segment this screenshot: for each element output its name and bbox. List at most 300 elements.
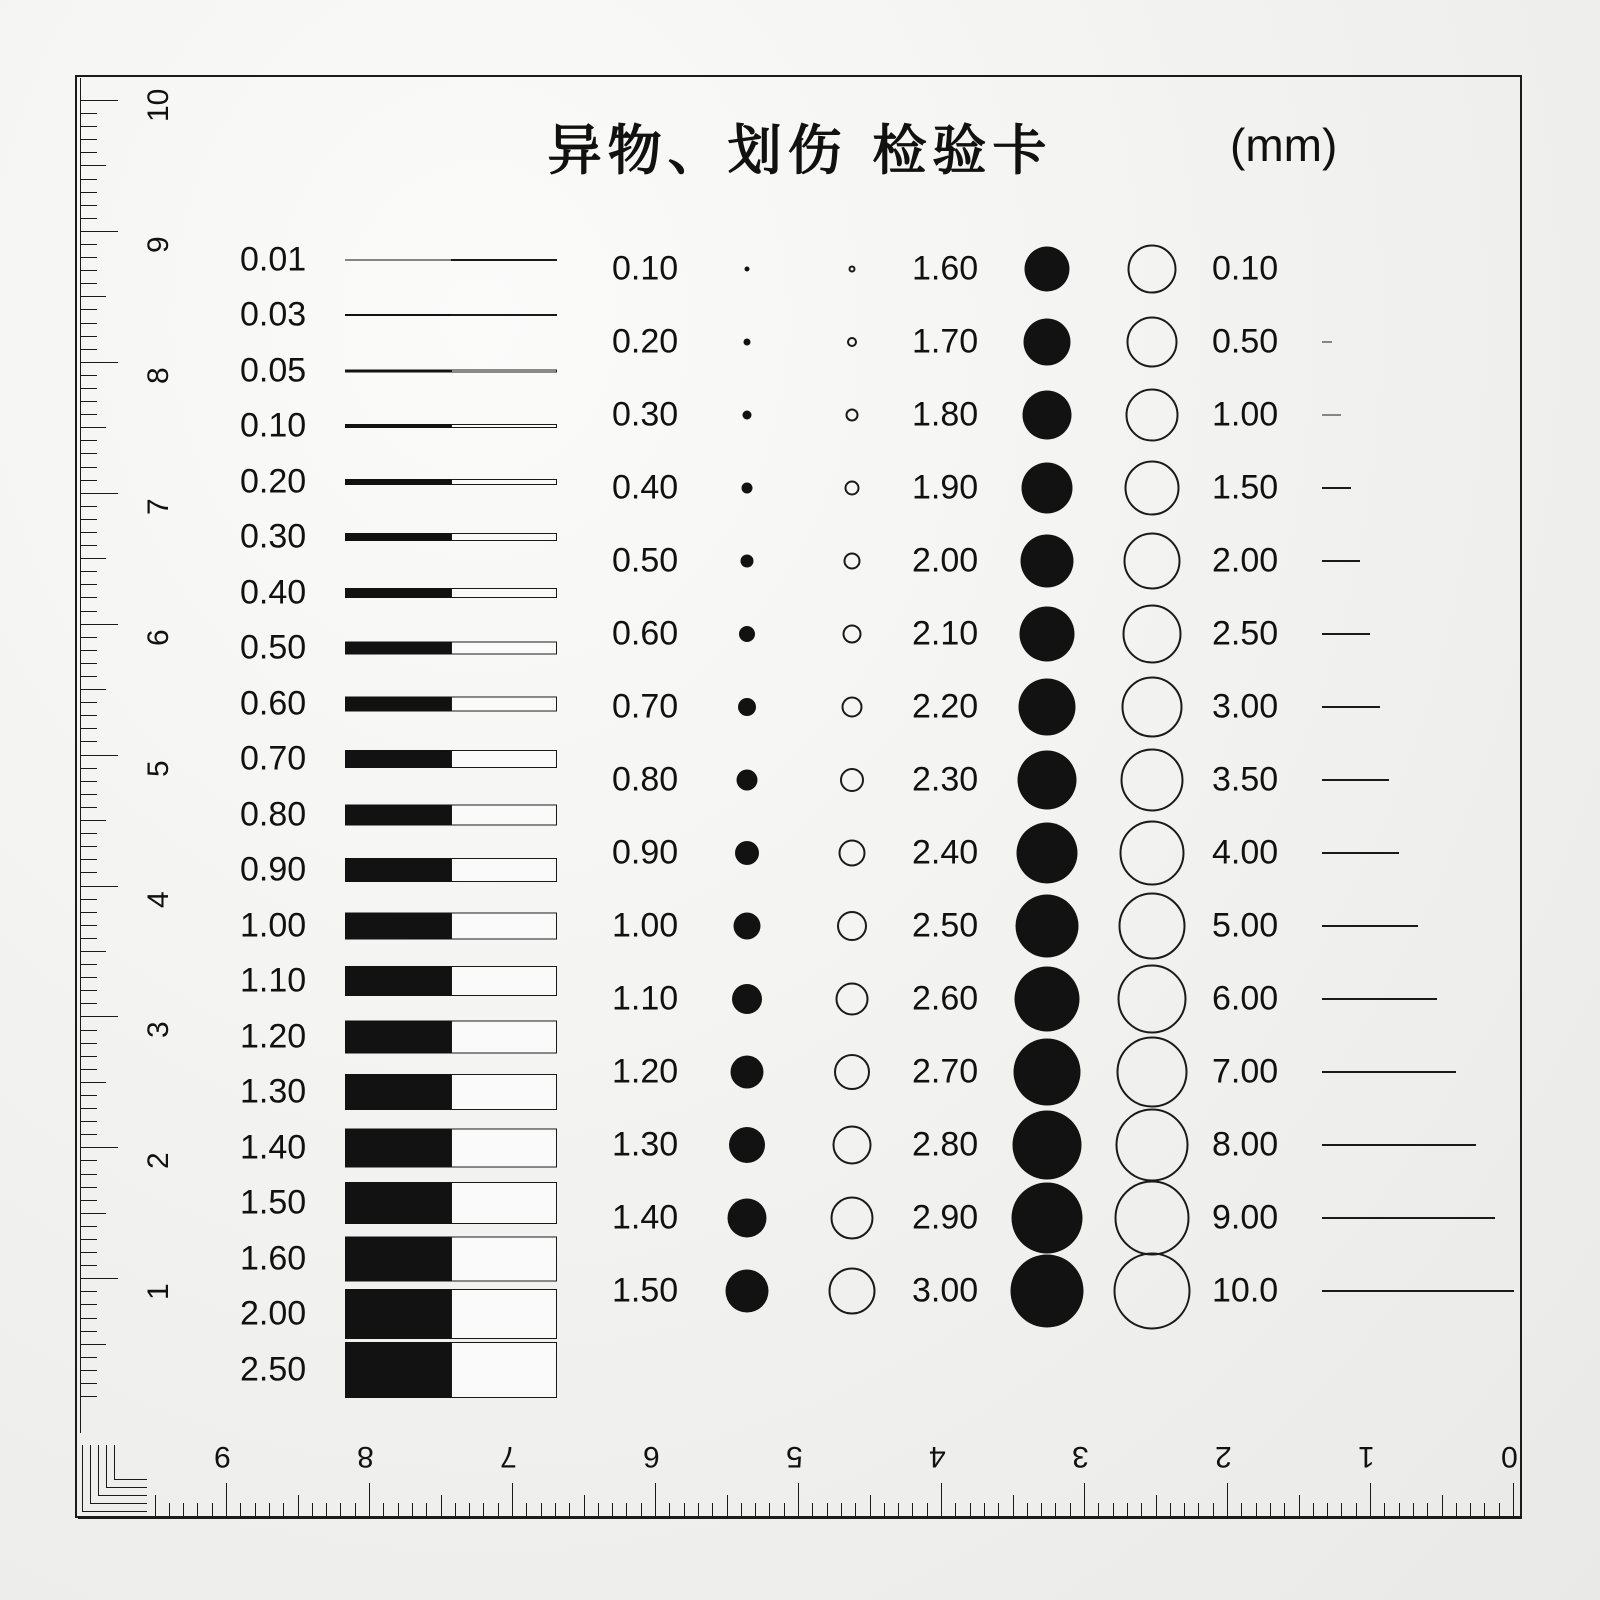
hollow-dot — [1119, 892, 1186, 959]
ruler-minor-tick — [1356, 1503, 1357, 1519]
ruler-minor-tick — [80, 1357, 97, 1358]
ruler-minor-tick — [80, 165, 106, 166]
hollow-dot — [1114, 1252, 1191, 1329]
filled-dot — [1022, 462, 1073, 513]
length-line-row — [1212, 232, 1512, 305]
scratch-bar-row — [240, 954, 570, 1010]
scratch-bar-dark — [345, 1182, 451, 1224]
ruler-minor-tick — [1413, 1503, 1414, 1519]
ruler-minor-tick — [80, 1396, 97, 1397]
large-dot-label: 2.80 — [912, 1125, 979, 1163]
corner-square — [114, 1445, 147, 1480]
small-dot-label: 0.40 — [612, 468, 679, 506]
ruler-minor-tick — [80, 781, 97, 782]
ruler-label: 3 — [142, 1021, 175, 1039]
large-dot-label: 1.70 — [912, 322, 979, 360]
filled-dot — [1014, 1038, 1081, 1105]
scratch-bar-label: 0.90 — [240, 850, 307, 889]
ruler-label: 0 — [1501, 1440, 1518, 1473]
ruler-minor-tick — [1141, 1503, 1142, 1519]
filled-dot — [728, 1198, 767, 1237]
ruler-minor-tick — [80, 205, 97, 206]
ruler-minor-tick — [80, 270, 97, 271]
length-line-segment — [1322, 779, 1389, 781]
ruler-minor-tick — [626, 1503, 627, 1519]
ruler-minor-tick — [80, 139, 97, 140]
scratch-bar-outline — [451, 259, 557, 261]
ruler-minor-tick — [155, 1495, 156, 1519]
scratch-bar-dark — [345, 1128, 451, 1167]
scratch-bar-outline — [451, 804, 557, 825]
ruler-label: 3 — [1072, 1440, 1089, 1473]
ruler-major-tick — [80, 1278, 118, 1279]
ruler-major-tick — [80, 1147, 118, 1148]
scratch-bar-outline — [451, 858, 557, 882]
ruler-label: 9 — [142, 236, 175, 253]
ruler-minor-tick — [80, 1174, 97, 1175]
filled-dot — [1016, 894, 1079, 957]
large-dot-label: 2.10 — [912, 614, 979, 652]
filled-dot — [732, 984, 762, 1014]
ruler-minor-tick — [80, 532, 97, 533]
length-line-segment — [1322, 487, 1351, 489]
scratch-bar-row — [240, 843, 570, 899]
large-dot-label: 2.90 — [912, 1198, 979, 1236]
hollow-dot — [839, 839, 866, 866]
length-line-segment — [1322, 1290, 1514, 1292]
ruler-minor-tick — [641, 1503, 642, 1519]
scratch-bar-label: 1.00 — [240, 906, 307, 945]
ruler-major-tick — [80, 100, 118, 101]
scratch-bar-outline — [451, 642, 557, 655]
small-dot-row — [612, 232, 912, 305]
small-dot-column — [612, 232, 912, 1327]
hollow-dot — [1120, 820, 1185, 885]
small-dot-label: 0.50 — [612, 541, 679, 579]
ruler-minor-tick — [712, 1503, 713, 1519]
ruler-minor-tick — [80, 283, 97, 284]
small-dot-row — [612, 743, 912, 816]
length-line-row — [1212, 1108, 1512, 1181]
scratch-bar-outline — [451, 533, 557, 541]
scratch-bar-dark — [345, 1020, 451, 1053]
filled-dot — [744, 338, 751, 345]
scratch-bar-row — [240, 898, 570, 954]
ruler-minor-tick — [212, 1503, 213, 1519]
small-dot-row — [612, 378, 912, 451]
horizontal-ruler — [78, 1435, 1522, 1519]
ruler-minor-tick — [870, 1495, 871, 1519]
large-dot-row — [912, 1181, 1212, 1254]
hollow-dot — [843, 624, 862, 643]
ruler-label: 5 — [786, 1440, 803, 1473]
large-dot-label: 2.40 — [912, 833, 979, 871]
length-line-label: 10.0 — [1212, 1271, 1279, 1309]
ruler-minor-tick — [1327, 1503, 1328, 1519]
scratch-bar-row — [240, 1120, 570, 1176]
ruler-label: 7 — [142, 498, 175, 515]
scratch-bar-label: 0.01 — [240, 240, 307, 279]
ruler-minor-tick — [80, 1160, 97, 1161]
ruler-major-tick — [80, 1016, 118, 1017]
ruler-minor-tick — [80, 611, 97, 612]
ruler-minor-tick — [80, 1121, 97, 1122]
ruler-minor-tick — [1113, 1503, 1114, 1519]
ruler-minor-tick — [80, 480, 97, 481]
length-line-label: 4.00 — [1212, 833, 1279, 871]
scratch-bar-outline — [451, 1342, 557, 1398]
small-dot-label: 0.80 — [612, 760, 679, 798]
ruler-minor-tick — [326, 1503, 327, 1519]
ruler-minor-tick — [1198, 1503, 1199, 1519]
length-line-segment — [1322, 1144, 1476, 1146]
ruler-minor-tick — [80, 218, 97, 219]
ruler-minor-tick — [1370, 1503, 1371, 1519]
hollow-dot — [837, 911, 867, 941]
ruler-minor-tick — [1098, 1503, 1099, 1519]
scratch-bar-label: 1.40 — [240, 1128, 307, 1167]
large-dot-row — [912, 670, 1212, 743]
scratch-bar-outline — [451, 1020, 557, 1053]
filled-dot — [743, 410, 752, 419]
ruler-minor-tick — [970, 1503, 971, 1519]
filled-dot — [739, 626, 755, 642]
scratch-bar-row — [240, 1009, 570, 1065]
small-dot-row — [612, 597, 912, 670]
ruler-minor-tick — [80, 1370, 97, 1371]
ruler-minor-tick — [1027, 1503, 1028, 1519]
ruler-minor-tick — [80, 977, 97, 978]
length-line-segment — [1322, 1217, 1495, 1219]
ruler-minor-tick — [80, 676, 97, 677]
ruler-minor-tick — [1170, 1503, 1171, 1519]
length-line-row — [1212, 816, 1512, 889]
ruler-minor-tick — [1156, 1495, 1157, 1519]
scratch-bar-label: 1.10 — [240, 961, 307, 1000]
large-dot-row — [912, 889, 1212, 962]
ruler-minor-tick — [80, 440, 97, 441]
scratch-bar-label: 0.05 — [240, 351, 307, 390]
scratch-bar-dark — [345, 479, 451, 485]
hollow-dot — [845, 480, 860, 495]
small-dot-row — [612, 305, 912, 378]
scratch-bar-dark — [345, 1289, 451, 1339]
hollow-dot — [849, 265, 856, 272]
ruler-minor-tick — [1084, 1503, 1085, 1519]
length-line-row — [1212, 524, 1512, 597]
scratch-bar-row — [240, 565, 570, 621]
ruler-minor-tick — [426, 1503, 427, 1519]
ruler-minor-tick — [984, 1503, 985, 1519]
ruler-label: 2 — [142, 1152, 175, 1170]
large-dot-label: 2.60 — [912, 979, 979, 1017]
ruler-minor-tick — [80, 650, 97, 651]
small-dot-label: 0.10 — [612, 249, 679, 287]
ruler-minor-tick — [398, 1503, 399, 1519]
small-dot-row — [612, 524, 912, 597]
ruler-minor-tick — [80, 872, 97, 873]
ruler-minor-tick — [80, 1213, 106, 1214]
large-dot-row — [912, 743, 1212, 816]
hollow-dot — [840, 768, 864, 792]
ruler-minor-tick — [80, 1108, 97, 1109]
filled-dot — [734, 912, 761, 939]
hollow-dot — [1124, 532, 1181, 589]
scratch-bar-outline — [451, 369, 557, 372]
ruler-minor-tick — [1256, 1503, 1257, 1519]
scratch-bar-label: 1.60 — [240, 1239, 307, 1278]
ruler-minor-tick — [1313, 1503, 1314, 1519]
unit-label: (mm) — [1230, 119, 1338, 171]
length-line-segment — [1322, 706, 1380, 708]
hollow-dot — [1115, 1180, 1190, 1255]
ruler-minor-tick — [80, 113, 97, 114]
ruler-minor-tick — [80, 938, 97, 939]
scratch-bar-dark — [345, 1236, 451, 1281]
ruler-minor-tick — [1470, 1503, 1471, 1519]
ruler-minor-tick — [80, 1318, 97, 1319]
ruler-minor-tick — [80, 1331, 97, 1332]
ruler-minor-tick — [283, 1503, 284, 1519]
length-line-segment — [1322, 560, 1360, 562]
large-dot-label: 2.50 — [912, 906, 979, 944]
scratch-bar-outline — [451, 1182, 557, 1224]
filled-dot — [737, 769, 758, 790]
ruler-minor-tick — [998, 1503, 999, 1519]
ruler-minor-tick — [80, 1069, 97, 1070]
large-dot-row — [912, 1035, 1212, 1108]
scratch-bar-row — [240, 343, 570, 399]
hollow-dot — [847, 337, 857, 347]
scratch-bar-outline — [451, 912, 557, 939]
scratch-bar-dark — [345, 424, 451, 428]
length-line-row — [1212, 670, 1512, 743]
scratch-bar-outline — [451, 696, 557, 711]
filled-dot — [1019, 678, 1076, 735]
ruler-minor-tick — [80, 1344, 106, 1345]
ruler-major-tick — [80, 886, 118, 887]
ruler-minor-tick — [727, 1495, 728, 1519]
filled-dot — [1025, 246, 1070, 291]
ruler-minor-tick — [927, 1503, 928, 1519]
ruler-minor-tick — [669, 1503, 670, 1519]
ruler-label: 4 — [929, 1440, 946, 1473]
large-dot-row — [912, 1108, 1212, 1181]
ruler-major-tick — [80, 755, 118, 756]
ruler-minor-tick — [1484, 1503, 1485, 1519]
scratch-bar-dark — [345, 588, 451, 598]
filled-dot — [729, 1127, 765, 1163]
ruler-minor-tick — [80, 1252, 97, 1253]
hollow-dot — [1126, 388, 1179, 441]
ruler-minor-tick — [80, 1304, 97, 1305]
ruler-minor-tick — [80, 453, 97, 454]
ruler-minor-tick — [80, 1226, 97, 1227]
ruler-minor-tick — [412, 1503, 413, 1519]
ruler-minor-tick — [855, 1503, 856, 1519]
ruler-minor-tick — [255, 1503, 256, 1519]
hollow-dot — [846, 408, 859, 421]
hollow-dot — [833, 1125, 872, 1164]
scratch-bar-label: 1.50 — [240, 1183, 307, 1222]
small-dot-row — [612, 1108, 912, 1181]
large-dot-row — [912, 232, 1212, 305]
scratch-bar-outline — [451, 314, 557, 316]
ruler-minor-tick — [80, 309, 97, 310]
ruler-minor-tick — [169, 1503, 170, 1519]
length-line-label: 5.00 — [1212, 906, 1279, 944]
ruler-minor-tick — [80, 375, 97, 376]
ruler-minor-tick — [80, 1134, 97, 1135]
ruler-minor-tick — [1227, 1503, 1228, 1519]
scratch-bar-row — [240, 1342, 570, 1398]
vertical-ruler — [80, 78, 190, 1433]
scratch-bar-dark — [345, 1342, 451, 1398]
ruler-label: 8 — [142, 367, 175, 384]
length-line-row — [1212, 378, 1512, 451]
ruler-minor-tick — [80, 506, 97, 507]
ruler-minor-tick — [80, 545, 97, 546]
ruler-minor-tick — [80, 833, 97, 834]
scratch-bar-label: 0.60 — [240, 684, 307, 723]
ruler-minor-tick — [80, 388, 97, 389]
ruler-minor-tick — [1127, 1503, 1128, 1519]
ruler-minor-tick — [80, 1095, 97, 1096]
length-line-row — [1212, 889, 1512, 962]
scratch-bar-outline — [451, 966, 557, 996]
ruler-minor-tick — [1184, 1503, 1185, 1519]
ruler-minor-tick — [798, 1503, 799, 1519]
filled-dot — [738, 698, 756, 716]
length-line-segment — [1322, 1071, 1456, 1073]
ruler-minor-tick — [1013, 1495, 1014, 1519]
filled-dot — [1020, 606, 1075, 661]
ruler-minor-tick — [912, 1503, 913, 1519]
corner-square-marks — [82, 1440, 152, 1512]
ruler-major-tick — [80, 493, 118, 494]
hollow-dot — [1118, 964, 1187, 1033]
length-line-label: 0.50 — [1212, 322, 1279, 360]
filled-dot — [1012, 1182, 1083, 1253]
ruler-minor-tick — [312, 1503, 313, 1519]
ruler-minor-tick — [1442, 1495, 1443, 1519]
scratch-bar-label: 2.50 — [240, 1350, 307, 1389]
ruler-minor-tick — [80, 571, 97, 572]
ruler-major-tick — [226, 1483, 227, 1519]
ruler-minor-tick — [80, 1383, 97, 1384]
hollow-dot — [1127, 316, 1178, 367]
ruler-minor-tick — [80, 1056, 97, 1057]
length-line-row — [1212, 451, 1512, 524]
large-dot-label: 2.70 — [912, 1052, 979, 1090]
ruler-minor-tick — [483, 1503, 484, 1519]
scratch-bar-dark — [345, 1074, 451, 1110]
scratch-bar-row — [240, 1287, 570, 1343]
ruler-minor-tick — [80, 323, 97, 324]
ruler-minor-tick — [183, 1503, 184, 1519]
scratch-bar-outline — [451, 1128, 557, 1167]
ruler-minor-tick — [80, 349, 97, 350]
ruler-minor-tick — [80, 1003, 97, 1004]
small-dot-label: 1.00 — [612, 906, 679, 944]
small-dot-label: 0.20 — [612, 322, 679, 360]
ruler-minor-tick — [80, 558, 106, 559]
small-dot-row — [612, 889, 912, 962]
small-dot-row — [612, 1181, 912, 1254]
length-line-label: 3.00 — [1212, 687, 1279, 725]
hollow-dot — [834, 1054, 870, 1090]
scratch-bar-label: 0.10 — [240, 406, 307, 445]
small-dot-label: 1.10 — [612, 979, 679, 1017]
ruler-label: 1 — [1358, 1440, 1375, 1473]
hollow-dot — [1122, 676, 1183, 737]
large-dot-row — [912, 1254, 1212, 1327]
scratch-bar-label: 1.30 — [240, 1072, 307, 1111]
ruler-minor-tick — [1513, 1503, 1514, 1519]
length-line-row — [1212, 1181, 1512, 1254]
scratch-bar-row — [240, 676, 570, 732]
ruler-minor-tick — [80, 859, 97, 860]
ruler-minor-tick — [584, 1495, 585, 1519]
ruler-minor-tick — [80, 401, 97, 402]
ruler-minor-tick — [541, 1503, 542, 1519]
ruler-label: 6 — [142, 628, 175, 646]
ruler-minor-tick — [80, 414, 97, 415]
large-dot-column — [912, 232, 1212, 1327]
ruler-minor-tick — [80, 179, 97, 180]
ruler-major-tick — [655, 1483, 656, 1519]
scratch-bar-row — [240, 454, 570, 510]
ruler-minor-tick — [941, 1503, 942, 1519]
ruler-major-tick — [80, 624, 118, 625]
ruler-minor-tick — [1241, 1503, 1242, 1519]
ruler-minor-tick — [598, 1503, 599, 1519]
ruler-minor-tick — [1299, 1495, 1300, 1519]
scratch-bar-outline — [451, 424, 557, 428]
filled-dot — [741, 554, 754, 567]
length-line-row — [1212, 597, 1512, 670]
filled-dot — [745, 266, 750, 271]
length-line-row — [1212, 743, 1512, 816]
ruler-minor-tick — [80, 1043, 97, 1044]
ruler-minor-tick — [80, 1187, 97, 1188]
small-dot-label: 0.90 — [612, 833, 679, 871]
scratch-bar-row — [240, 787, 570, 843]
hollow-dot — [1125, 460, 1180, 515]
length-line-row — [1212, 1035, 1512, 1108]
scratch-bar-label: 0.20 — [240, 462, 307, 501]
large-dot-row — [912, 378, 1212, 451]
scratch-bar-label: 0.50 — [240, 628, 307, 667]
ruler-minor-tick — [469, 1503, 470, 1519]
ruler-minor-tick — [80, 741, 97, 742]
scratch-bar-label: 2.00 — [240, 1294, 307, 1333]
ruler-minor-tick — [80, 964, 97, 965]
ruler-label: 2 — [1215, 1440, 1232, 1473]
filled-dot — [735, 841, 759, 865]
hollow-dot — [844, 552, 861, 569]
length-line-label: 2.00 — [1212, 541, 1279, 579]
length-line-label: 7.00 — [1212, 1052, 1279, 1090]
large-dot-row — [912, 816, 1212, 889]
large-dot-row — [912, 597, 1212, 670]
length-line-segment — [1322, 414, 1341, 415]
scratch-bar-outline — [451, 1236, 557, 1281]
ruler-minor-tick — [80, 846, 97, 847]
length-line-row — [1212, 305, 1512, 378]
small-dot-row — [612, 1035, 912, 1108]
ruler-major-tick — [512, 1483, 513, 1519]
